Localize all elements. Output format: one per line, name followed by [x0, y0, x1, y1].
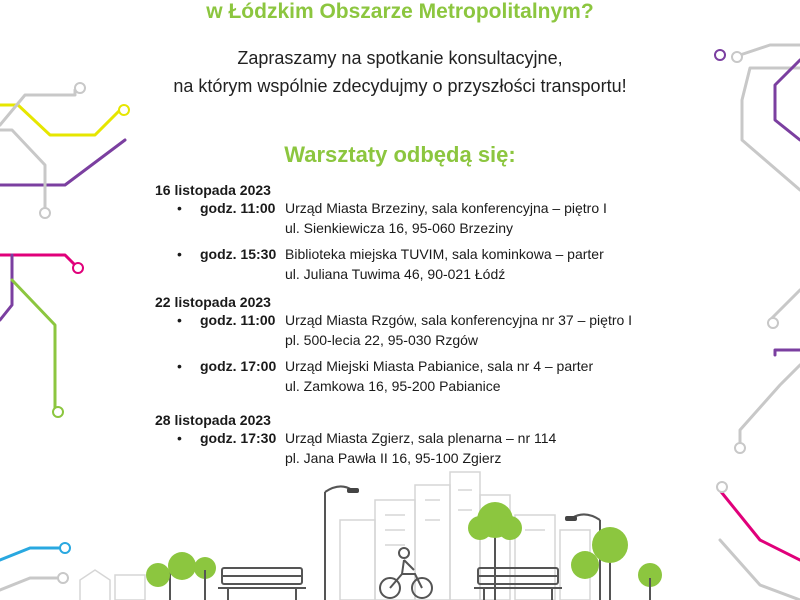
intro-text — [0, 44, 800, 100]
event-place: Urząd Miasta Brzeziny, sala konferencyjna – piętro I — [285, 200, 607, 216]
day-date: 16 listopada 2023 — [155, 182, 271, 198]
event-address: pl. 500-lecia 22, 95-030 Rzgów — [285, 332, 479, 348]
event-address: pl. Jana Pawła II 16, 95-100 Zgierz — [285, 450, 502, 466]
schedule-day — [155, 180, 675, 292]
bullet-icon: • — [177, 246, 182, 262]
event-address: ul. Sienkiewicza 16, 95-060 Brzeziny — [285, 220, 514, 236]
day-date: 28 listopada 2023 — [155, 412, 271, 428]
event-time: godz. 11:00 — [200, 200, 276, 216]
day-date: 22 listopada 2023 — [155, 294, 271, 310]
event-address: ul. Zamkowa 16, 95-200 Pabianice — [285, 378, 501, 394]
workshop-schedule — [155, 180, 675, 476]
bullet-icon: • — [177, 312, 182, 328]
schedule-event — [155, 246, 675, 292]
event-place: Urząd Miasta Zgierz, sala plenarna – nr 114 — [285, 430, 557, 446]
bullet-icon: • — [177, 430, 182, 446]
schedule-event — [155, 358, 675, 404]
event-time: godz. 15:30 — [200, 246, 277, 262]
bullet-icon: • — [177, 200, 182, 216]
intro-line-1: Zapraszamy na spotkanie konsultacyjne, — [237, 48, 563, 68]
section-title: Warsztaty odbędą się: — [284, 142, 516, 167]
event-address: ul. Juliana Tuwima 46, 90-021 Łódź — [285, 266, 506, 282]
event-time: godz. 17:00 — [200, 358, 277, 374]
event-time: godz. 11:00 — [200, 312, 276, 328]
schedule-day — [155, 410, 675, 476]
bullet-icon: • — [177, 358, 182, 374]
event-place: Urząd Miejski Miasta Pabianice, sala nr 4 – parter — [285, 358, 594, 374]
event-place: Urząd Miasta Rzgów, sala konferencyjna nr 37 – piętro I — [285, 312, 633, 328]
schedule-event — [155, 200, 675, 246]
city-park-illustration — [0, 470, 800, 600]
schedule-event — [155, 312, 675, 358]
intro-line-2: na którym wspólnie zdecydujmy o przyszłości transportu! — [173, 76, 627, 96]
event-place: Biblioteka miejska TUVIM, sala kominkowa – parter — [285, 246, 604, 262]
schedule-day — [155, 292, 675, 404]
event-time: godz. 17:30 — [200, 430, 277, 446]
headline: w Łódzkim Obszarze Metropolitalnym? — [206, 0, 594, 23]
